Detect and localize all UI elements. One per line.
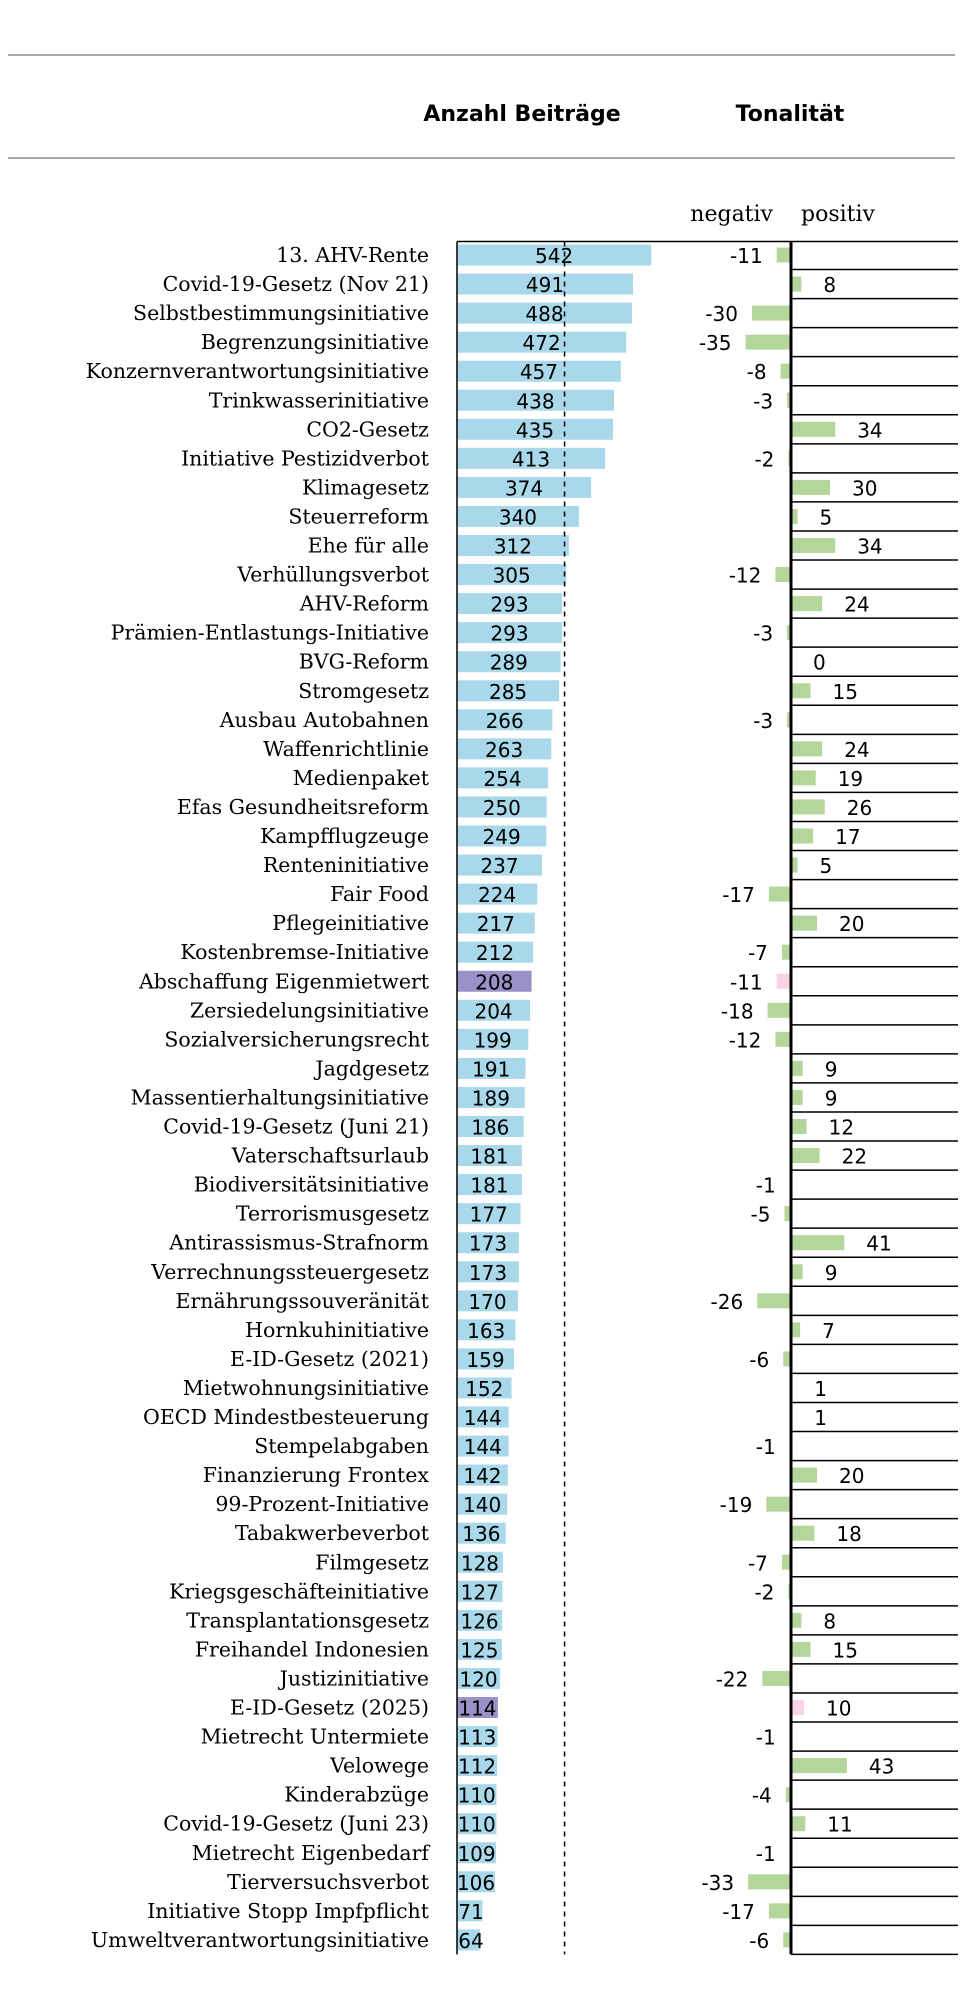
category-label: Massentierhaltungsinitiative (130, 1085, 429, 1110)
header-count: Anzahl Beiträge (423, 102, 621, 127)
category-label: E-ID-Gesetz (2021) (230, 1346, 429, 1371)
count-value-label: 159 (466, 1347, 505, 1372)
tone-value-label: 22 (841, 1144, 868, 1169)
chart-rows (86, 243, 958, 1954)
chart-row (219, 708, 958, 735)
tone-value-label: 10 (826, 1696, 852, 1721)
tone-bar (762, 1671, 791, 1686)
tone-value-label: -3 (753, 708, 774, 733)
chart-row (298, 679, 958, 706)
count-value-label: 181 (470, 1173, 509, 1198)
category-label: Kostenbremse-Initiative (180, 940, 429, 965)
chart-row (276, 243, 958, 270)
tone-bar (791, 1235, 844, 1250)
count-value-label: 181 (470, 1144, 509, 1169)
category-label: Renteninitiative (262, 853, 429, 878)
tone-value-label: 12 (828, 1115, 855, 1140)
tone-bar (791, 1148, 820, 1163)
chart-row (299, 650, 958, 677)
tone-value-label: -1 (755, 1725, 776, 1750)
tone-value-label: -19 (719, 1493, 753, 1518)
category-label: Stromgesetz (298, 678, 429, 703)
category-label: Umweltverantwortungsinitiative (90, 1927, 429, 1952)
tone-value-label: 9 (824, 1057, 838, 1082)
category-label: Efas Gesundheitsreform (176, 794, 429, 819)
chart-row (230, 1347, 958, 1374)
tone-value-label: -6 (749, 1928, 770, 1953)
category-label: Terrorismusgesetz (235, 1201, 429, 1226)
count-value-label: 140 (463, 1493, 502, 1518)
chart-row (181, 446, 958, 473)
count-value-label: 189 (471, 1086, 510, 1111)
category-label: Kinderabzüge (284, 1782, 429, 1807)
chart-row (138, 969, 958, 996)
tone-value-label: -11 (730, 970, 763, 995)
count-value-label: 293 (490, 621, 529, 646)
tone-bar (748, 1874, 791, 1889)
chart-row (235, 1521, 958, 1548)
category-label: Stempelabgaben (254, 1434, 429, 1459)
count-value-label: 289 (489, 650, 528, 675)
count-value-label: 114 (458, 1696, 497, 1721)
tone-value-label: -30 (705, 302, 738, 327)
count-value-label: 109 (457, 1841, 496, 1866)
tone-bar (791, 1700, 804, 1715)
tone-value-label: 34 (857, 534, 883, 559)
category-label: Verrechnungssteuergesetz (151, 1259, 429, 1284)
tone-bar (766, 1497, 791, 1512)
chart-row (315, 1550, 958, 1577)
chart-row (306, 417, 958, 444)
tone-value-label: 0 (813, 650, 826, 675)
tone-negative-label: negativ (690, 202, 773, 227)
chart-row (163, 272, 958, 299)
category-label: Trinkwasserinitiative (208, 388, 429, 413)
tone-value-label: 9 (824, 1260, 838, 1285)
category-label: Initiative Stopp Impfpflicht (147, 1898, 429, 1923)
category-label: Biodiversitätsinitiative (193, 1172, 429, 1197)
count-value-label: 144 (463, 1435, 502, 1460)
chart-row (192, 1841, 958, 1868)
count-value-label: 542 (535, 244, 574, 268)
count-value-label: 305 (492, 563, 531, 588)
chart-row (227, 1870, 958, 1897)
tone-value-label: -33 (701, 1870, 735, 1895)
category-label: Verhüllungsverbot (237, 562, 429, 587)
category-label: Medienpaket (292, 765, 429, 790)
category-label: Abschaffung Eigenmietwert (138, 969, 429, 994)
category-label: Ausbau Autobahnen (219, 707, 429, 732)
tone-value-label: 17 (835, 825, 861, 849)
tone-value-label: 11 (827, 1812, 853, 1837)
count-value-label: 64 (458, 1928, 484, 1953)
count-value-label: 457 (519, 360, 559, 385)
chart-row (260, 824, 958, 851)
tone-value-label: 9 (824, 1086, 838, 1111)
chart-row (111, 621, 958, 648)
chart-row (201, 1725, 958, 1752)
tone-value-label: 15 (832, 1638, 858, 1663)
chart-row (231, 1144, 958, 1171)
count-value-label: 250 (482, 795, 521, 820)
category-label: Waffenrichtlinie (263, 736, 429, 761)
tone-bar (791, 1090, 803, 1105)
chart-row (86, 359, 958, 386)
count-value-label: 249 (482, 825, 521, 849)
chart-row (186, 1608, 958, 1635)
category-label: Vaterschaftsurlaub (231, 1143, 429, 1168)
category-label: OECD Mindestbesteuerung (143, 1405, 429, 1429)
count-value-label: 186 (471, 1115, 510, 1140)
category-label: AHV-Reform (299, 591, 429, 616)
category-label: Ernährungssouveränität (175, 1288, 429, 1313)
tone-bar (791, 829, 813, 844)
category-label: Jagdgesetz (315, 1056, 429, 1081)
tone-value-label: 19 (837, 766, 864, 791)
count-value-label: 263 (485, 737, 524, 762)
tone-bar (791, 799, 825, 814)
count-value-label: 163 (467, 1318, 506, 1343)
tone-bar (781, 364, 791, 379)
tone-bar (777, 248, 791, 263)
tone-value-label: -5 (750, 1202, 771, 1227)
tone-value-label: -18 (720, 999, 754, 1024)
chart-row (177, 795, 958, 822)
count-value-label: 113 (458, 1725, 497, 1750)
chart-row (245, 1318, 958, 1345)
tone-bar (791, 277, 801, 292)
category-label: Justizinitiative (279, 1666, 429, 1691)
chart-row (236, 1202, 958, 1229)
count-value-label: 266 (485, 708, 524, 733)
tone-bar (791, 1264, 803, 1279)
category-label: Klimagesetz (301, 475, 429, 500)
category-label: Covid-19-Gesetz (Juni 23) (163, 1811, 429, 1836)
tone-value-label: 15 (832, 679, 858, 704)
chart-row (169, 1579, 958, 1606)
tone-value-label: -1 (755, 1173, 776, 1198)
tone-value-label: -4 (751, 1783, 772, 1808)
tone-value-label: 43 (868, 1754, 895, 1779)
count-value-label: 472 (522, 331, 561, 356)
chart-row (272, 911, 958, 938)
category-label: Prämien-Entlastungs-Initiative (110, 620, 429, 645)
count-value-label: 374 (504, 476, 544, 501)
tone-value-label: 30 (852, 476, 878, 501)
chart-row (284, 1783, 958, 1810)
chart-row (254, 1434, 958, 1461)
count-value-label: 435 (515, 418, 555, 443)
category-label: Fair Food (330, 882, 429, 907)
chart-row (180, 940, 958, 967)
count-value-label: 152 (465, 1376, 504, 1401)
category-label: Antirassismus-Strafnorm (169, 1230, 429, 1255)
tone-bar (791, 1758, 847, 1773)
chart-row (230, 1696, 958, 1723)
chart-row (263, 853, 958, 880)
category-label: CO2-Gesetz (306, 417, 429, 442)
chart-row (209, 388, 958, 415)
tone-value-label: -7 (747, 941, 768, 966)
count-value-label: 110 (457, 1783, 496, 1808)
tone-bar (791, 1613, 801, 1628)
count-value-label: 199 (473, 1028, 512, 1053)
tone-bar (791, 1526, 814, 1541)
tone-bar (752, 306, 791, 321)
tone-bar (791, 1119, 807, 1134)
tone-value-label: -3 (753, 389, 774, 414)
tone-value-label: -22 (715, 1667, 749, 1692)
chart-row (195, 1637, 958, 1664)
count-value-label: 71 (458, 1899, 484, 1924)
category-label: Kriegsgeschäfteinitiative (169, 1579, 429, 1604)
count-value-label: 204 (474, 999, 513, 1024)
chart-row (147, 1899, 958, 1926)
tone-bar (769, 1903, 791, 1918)
count-value-label: 340 (498, 505, 538, 530)
count-value-label: 491 (525, 273, 565, 298)
count-value-label: 254 (483, 766, 522, 791)
category-label: 13. AHV-Rente (276, 243, 429, 267)
chart-row (308, 534, 958, 561)
tone-bar (769, 887, 791, 902)
chart-row (278, 1666, 958, 1693)
tone-value-label: -8 (746, 360, 767, 385)
category-label: Mietrecht Eigenbedarf (191, 1840, 429, 1865)
category-label: Zersiedelungsinitiative (189, 998, 429, 1023)
count-value-label: 488 (525, 302, 564, 327)
category-label: Selbstbestimmungsinitiative (133, 301, 429, 326)
count-value-label: 212 (475, 941, 515, 966)
count-value-label: 144 (463, 1406, 502, 1430)
tone-value-label: -26 (710, 1289, 744, 1314)
tone-bar (791, 422, 835, 437)
tone-value-label: 34 (857, 418, 883, 443)
category-label: Tierversuchsverbot (227, 1869, 429, 1894)
chart-row (263, 737, 958, 764)
count-value-label: 127 (460, 1580, 499, 1605)
category-label: Transplantationsgesetz (186, 1608, 429, 1633)
tone-bar (746, 335, 792, 350)
category-label: Sozialversicherungsrecht (164, 1027, 429, 1052)
count-value-label: 312 (493, 534, 533, 559)
tone-value-label: 8 (823, 1609, 837, 1634)
chart-row (313, 1056, 958, 1083)
count-value-label: 208 (475, 970, 514, 995)
count-value-label: 170 (468, 1289, 507, 1314)
tone-value-label: 26 (846, 795, 873, 820)
count-value-label: 217 (476, 912, 515, 937)
chart-row (203, 1463, 958, 1490)
chart-row (176, 1289, 959, 1316)
chart-row (194, 1173, 958, 1200)
chart-row (288, 504, 958, 531)
chart-row (293, 766, 958, 793)
category-label: BVG-Reform (298, 649, 429, 674)
chart-row (215, 1492, 958, 1519)
tone-value-label: 7 (822, 1318, 835, 1343)
count-value-label: 413 (511, 447, 551, 472)
count-value-label: 112 (457, 1754, 497, 1779)
category-label: Tabakwerbeverbot (234, 1521, 429, 1546)
tone-bar (791, 683, 811, 698)
count-value-label: 106 (456, 1870, 496, 1895)
chart-row (164, 1027, 958, 1054)
count-value-label: 142 (463, 1464, 502, 1489)
count-value-label: 191 (472, 1057, 511, 1082)
chart-row (91, 1928, 958, 1955)
count-value-label: 224 (478, 883, 517, 908)
tone-value-label: -2 (754, 1580, 775, 1605)
category-label: Ehe für alle (307, 533, 429, 558)
category-label: Steuerreform (288, 504, 429, 529)
category-label: Freihandel Indonesien (194, 1637, 429, 1662)
category-label: Kampfflugzeuge (260, 824, 429, 848)
tone-bar (791, 480, 830, 495)
tone-bar (791, 1468, 817, 1483)
chart-row (163, 1115, 958, 1142)
chart-row (131, 1085, 958, 1112)
count-value-label: 110 (457, 1812, 496, 1837)
tone-value-label: -17 (722, 883, 755, 908)
tone-bar (791, 1642, 811, 1657)
chart-row (133, 301, 958, 328)
category-label: Finanzierung Frontex (202, 1463, 429, 1488)
tone-value-label: -6 (749, 1347, 770, 1372)
tone-value-label: -11 (730, 244, 763, 268)
tone-value-label: -12 (728, 563, 762, 588)
tone-value-label: 18 (836, 1522, 862, 1547)
category-label: Covid-19-Gesetz (Juni 21) (163, 1114, 429, 1139)
chart-row (236, 563, 958, 590)
tone-value-label: 1 (814, 1376, 828, 1401)
tone-bar (791, 741, 822, 756)
tone-bar (791, 1816, 805, 1831)
count-value-label: 120 (459, 1667, 498, 1692)
category-label: Pflegeinitiative (272, 911, 429, 936)
tone-value-label: 24 (844, 737, 870, 762)
category-label: Hornkuhinitiative (245, 1317, 429, 1342)
tone-bar (791, 916, 817, 931)
category-label: Covid-19-Gesetz (Nov 21) (162, 272, 429, 297)
tone-value-label: 41 (866, 1231, 892, 1256)
chart-row (201, 330, 958, 357)
tone-value-label: 8 (823, 273, 837, 298)
tone-bar (777, 974, 791, 989)
chart-row (150, 1260, 958, 1287)
count-value-label: 128 (460, 1551, 500, 1576)
count-value-label: 173 (468, 1260, 508, 1285)
chart-row (183, 1376, 958, 1403)
tone-value-label: 24 (844, 592, 870, 617)
tone-bar (791, 596, 822, 611)
tone-bar (775, 567, 791, 582)
chart-row (299, 592, 958, 619)
tone-bar (768, 1003, 791, 1018)
count-value-label: 438 (516, 389, 555, 414)
chart-row (163, 1812, 958, 1839)
chart-row (168, 1231, 958, 1258)
chart-row (143, 1405, 958, 1432)
tone-value-label: -1 (755, 1435, 776, 1460)
category-label: Initiative Pestizidverbot (181, 446, 429, 471)
count-value-label: 173 (468, 1231, 508, 1256)
tone-bar (791, 1061, 803, 1076)
chart-row (302, 475, 958, 502)
category-label: Mietwohnungsinitiative (182, 1375, 429, 1400)
count-value-label: 293 (490, 592, 529, 617)
count-value-label: 237 (480, 854, 519, 879)
count-value-label: 126 (460, 1609, 499, 1634)
category-label: 99-Prozent-Initiative (215, 1492, 429, 1517)
tone-bar (775, 1032, 791, 1047)
tone-value-label: -7 (747, 1551, 768, 1576)
tone-value-label: -1 (755, 1841, 776, 1866)
category-label: Filmgesetz (315, 1550, 429, 1575)
category-label: E-ID-Gesetz (2025) (230, 1695, 429, 1720)
category-label: Velowege (330, 1753, 429, 1778)
tone-value-label: -3 (753, 621, 774, 646)
header-tone: Tonalität (735, 102, 845, 127)
tone-value-label: 1 (814, 1406, 828, 1430)
chart-row (330, 882, 958, 909)
tone-value-label: 20 (839, 1464, 865, 1489)
count-value-label: 125 (460, 1638, 499, 1663)
category-label: Begrenzungsinitiative (200, 330, 429, 355)
count-value-label: 177 (469, 1202, 508, 1227)
tone-value-label: -12 (728, 1028, 762, 1053)
tone-bar (757, 1293, 791, 1308)
tone-positive-label: positiv (801, 202, 875, 227)
tone-bar (791, 770, 816, 785)
tone-value-label: -35 (698, 331, 732, 356)
category-label: Mietrecht Untermiete (200, 1724, 429, 1749)
chart-row (190, 998, 958, 1025)
tone-bar (791, 538, 835, 553)
tone-value-label: -17 (722, 1899, 755, 1924)
chart-row (329, 1754, 958, 1781)
tone-value-label: 5 (819, 505, 833, 530)
tone-value-label: 20 (839, 912, 865, 937)
tone-value-label: -2 (754, 447, 775, 472)
category-label: Konzernverantwortungsinitiative (85, 359, 429, 384)
count-value-label: 285 (488, 679, 528, 704)
tone-value-label: 5 (819, 854, 833, 879)
count-value-label: 136 (462, 1522, 501, 1547)
